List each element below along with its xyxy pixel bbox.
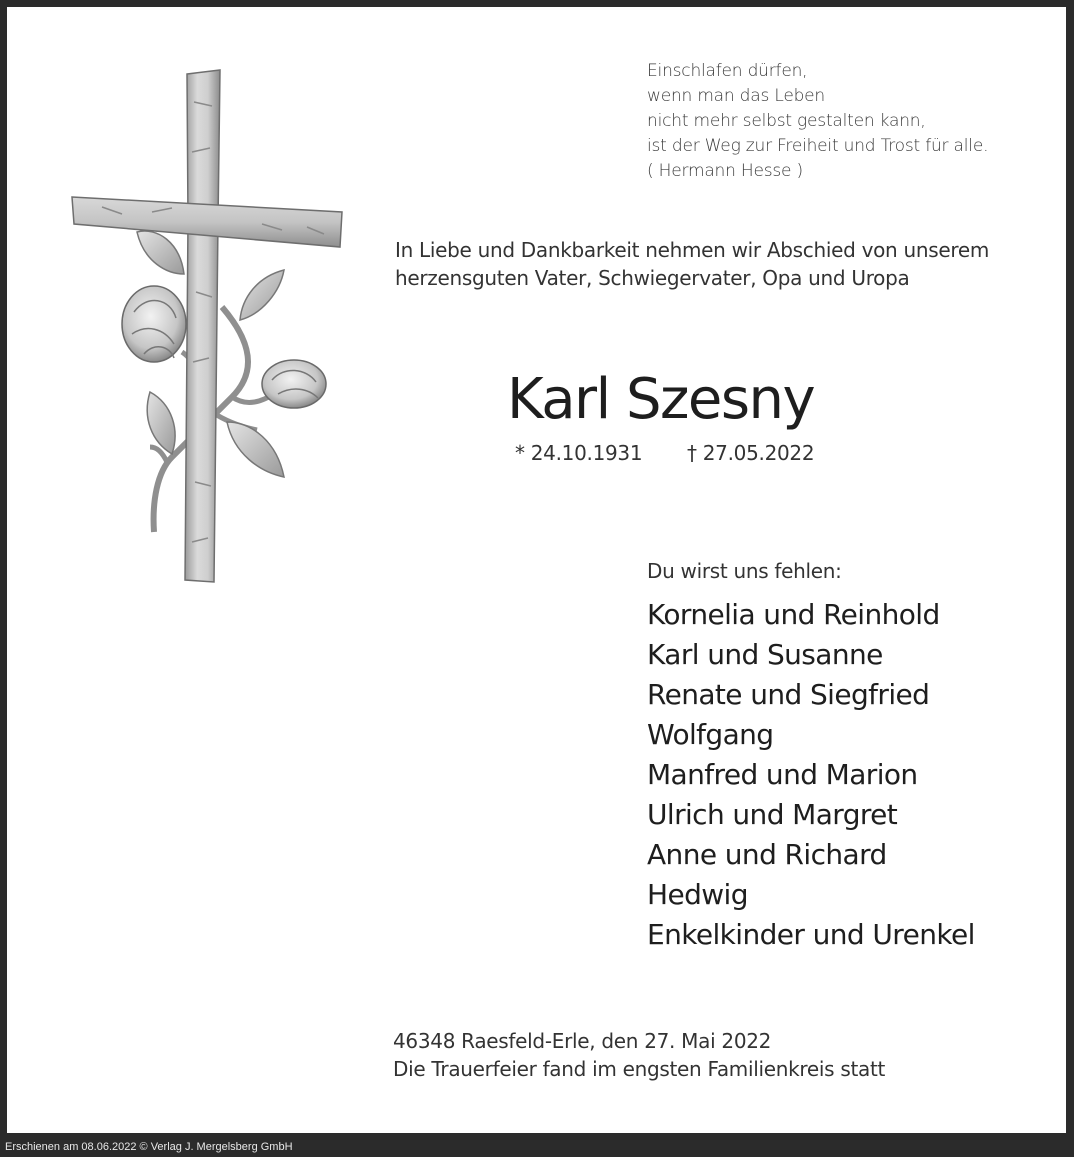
intro-text [395, 236, 989, 292]
publication-footer: Erschienen am 08.06.2022 © Verlag J. Mergelsberg GmbH [5, 1141, 293, 1153]
list-item: Manfred und Marion [647, 758, 918, 791]
poem-line: ist der Weg zur Freiheit und Trost für alle. [647, 136, 989, 156]
list-item: Wolfgang [647, 718, 774, 751]
deceased-name: Karl Szesny [507, 367, 815, 432]
obituary-page [7, 7, 1066, 1133]
funeral-note: Die Trauerfeier fand im engsten Familienkreis statt [393, 1057, 886, 1081]
intro-line: In Liebe und Dankbarkeit nehmen wir Abschied von unserem [395, 238, 990, 262]
list-item: Karl und Susanne [647, 638, 883, 671]
intro-line: herzensguten Vater, Schwiegervater, Opa und Uropa [395, 266, 910, 290]
place-date: 46348 Raesfeld-Erle, den 27. Mai 2022 [393, 1029, 772, 1053]
list-item: Ulrich und Margret [647, 798, 898, 831]
closing-text [393, 1027, 885, 1083]
cross-with-roses-icon [62, 62, 352, 587]
list-item: Enkelkinder und Urenkel [647, 918, 975, 951]
poem [647, 59, 988, 184]
poem-line: Einschlafen dürfen, [647, 61, 808, 81]
poem-attribution: ( Hermann Hesse ) [647, 161, 803, 181]
poem-line: nicht mehr selbst gestalten kann, [647, 111, 926, 131]
list-item: Hedwig [647, 878, 748, 911]
mourners-list [647, 595, 975, 955]
mourners-heading: Du wirst uns fehlen: [647, 559, 842, 583]
list-item: Renate und Siegfried [647, 678, 930, 711]
death-date: † 27.05.2022 [687, 441, 815, 465]
poem-line: wenn man das Leben [647, 86, 825, 106]
birth-date: * 24.10.1931 [515, 441, 643, 465]
list-item: Kornelia und Reinhold [647, 598, 940, 631]
list-item: Anne und Richard [647, 838, 887, 871]
